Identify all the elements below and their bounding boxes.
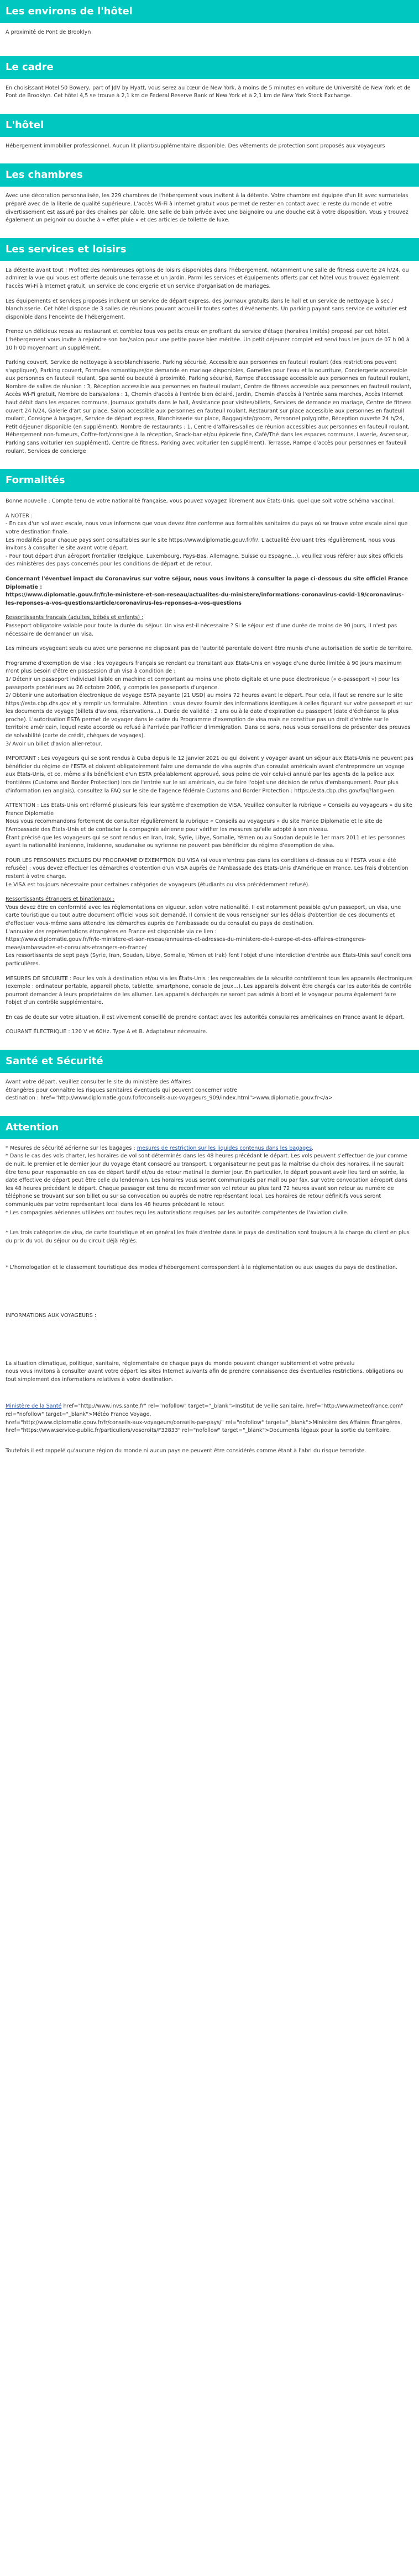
formalites-esta-text: Programme d'exemption de visa : les voyageurs français se rendant ou transitant aux États-Unis en voyage d'une durée limitée à 90 jours maximum n'ont plus besoin d'être en possession d'un visa à condition de : 1/ Détenir un passeport individuel lisible en machine et comportant au moins une photo digitale et une puce électronique (« e-passeport ») pour les passeports postérieurs au 26 octobre 2006, y compris les passeports d'urgence. 2/ Obtenir une autorisation électronique de voyage ESTA payante (21 USD) au moins 72 heures avant le départ. Pour cela, il faut se rendre sur le site https://esta.cbp.dhs.gov et y remplir un formulaire. Attention : vous devez fournir des informations identiques à celles figurant sur votre passeport et sur les documents de voyage (billets d'avions, réservations...). Durée de validité : 2 ans ou à la date d'expiration du passeport (date d'échéance la plus proche). L'autorisation ESTA permet de voyager dans le cadre du Programme d'exemption de visa mais ne constitue pas un droit d'entrée sur le territoire américain, lequel reste accordé ou refusé à l'arrivée par l'officier d'immigration. Dans ce sens, nous vous conseillons de présenter des preuves de solvabilité (carte de crédit, chèques de voyages). 3/ Avoir un billet d'avion aller-retour.	[6, 660, 413, 747]
services-paragraph: La détente avant tout ! Profitez des nombreuses options de loisirs disponibles dans l'hébergement, notamment une salle de fitness ouverte 24 h/24, ou admirez la vue qui vous est offerte depuis une terrasse et un jardin. Parmi les services et équipements offerts par cet hôtel vous trouvez également l'accès Wi-Fi à Internet gratuit, un service de conciergerie et un service d'organisation de mariages.	[6, 267, 409, 289]
formalites-power-text: COURANT ÉLECTRIQUE : 120 V et 60Hz. Type A et B. Adaptateur nécessaire.	[6, 1029, 208, 1035]
attention-paragraph-4: INFORMATIONS AUX VOYAGEURS :	[6, 1312, 97, 1319]
formalites-note-title: A NOTER :	[6, 512, 33, 519]
spacer	[0, 50, 419, 56]
section-body-sante	[0, 1073, 419, 1116]
spacer	[6, 1224, 413, 1229]
formalites-visa-excluded-text: POUR LES PERSONNES EXCLUES DU PROGRAMME D'EXEMPTION DU VISA (si vous n'entrez pas dans les conditions ci-dessus ou si l'ESTA vous a été refusée) : vous devez effectuer les démarches d'obtention d'un VISA auprès de l'Ambassade des États-Unis d'Amérique en France. Les frais d'obtention restent à votre charge. Le VISA est toujours nécessaire pour certaines catégories de voyageurs (étudiants ou visa précédemment refusé).	[6, 857, 408, 888]
section-body-cadre	[0, 79, 419, 114]
attention-paragraph-7: Toutefois il est rappelé qu'aucune région du monde ni aucun pays ne peuvent être considérés comme étant à l'abri du risque terroriste.	[6, 1447, 366, 1454]
section-body-chambres	[0, 187, 419, 237]
spacer	[6, 1390, 413, 1403]
attention-paragraph-1	[6, 1145, 413, 1217]
formalites-covid-link[interactable]: https://www.diplomatie.gouv.fr/fr/le-ministere-et-son-reseau/actualites-du-ministere/informations-coronavirus-covid-19/coronavirus-les-reponses-a-vos-questions/article/coronavirus-les-reponses-a-vos-questions	[6, 592, 404, 606]
formalites-minors-text: Les mineurs voyageant seuls ou avec une personne ne disposant pas de l'autorité parentale doivent être munis d'une autorisation de sortie de territoire.	[6, 646, 413, 652]
section-cadre	[0, 56, 419, 114]
attention-paragraph-6	[6, 1403, 413, 1435]
attention-p1-after: . * Dans le cas des vols charter, les horaires de vol sont déterminés dans les 48 heures précédant le départ. Les vols peuvent s'effectuer de jour comme de nuit, le premier et le dernier jour du voyage étant consacré au transport. L'organisateur ne peut pas la maîtrise du choix des horaires, il ne saurait être tenu pour responsable en cas de départ tardif et/ou de retour matinal le dernier jour. En particulier, le départ pouvant avoir lieu tard en soirée, la date effective de départ peut être celle du lendemain. Les horaires vous seront communiqués par mail ou par fax, sur votre convocation aéroport dans les 48 heures précédant le départ. Chaque passager est tenu de reconfirmer son vol retour au plus tard 72 heures avant son retour au numéro de téléphone se trouvant sur son billet ou sur sa convocation ou auprès de notre représentant local. Les horaires de retour définitifs vous seront communiqués par votre représentant local dans les 48 heures précédant le retour. * Les compagnies aériennes utilisées ont toutes reçu les autorisations requises par les autorités compétentes de l'aviation civile.	[6, 1145, 408, 1216]
spacer	[6, 1442, 413, 1447]
attention-p1-before: * Mesures de sécurité aérienne sur les bagages :	[6, 1145, 137, 1151]
services-paragraph: Les équipements et services proposés incluent un service de départ express, des journaux gratuits dans le hall et un service de nettoyage à sec / blanchisserie. Cet hôtel dispose de 3 salles de réunions pouvant accueillir toutes sortes d'événements. Un parking payant sans service de voiturier est disponible dans l'enceinte de l'hébergement.	[6, 298, 407, 320]
services-paragraph: Prenez un délicieux repas au restaurant et comblez tous vos petits creux en profitant du service d'étage (horaires limités) proposé par cet hôtel. L'hébergement vous invite à rejoindre son bar/salon pour une petite pause bien méritée. Un petit déjeuner complet est servi tous les jours de 07 h 00 à 10 h 00 moyennant un supplément.	[6, 329, 410, 351]
attention-p6-after: href="http://www.invs.sante.fr" rel="nofollow" target="_blank">Institut de veille sanitaire, href="http://www.meteofrance.com" rel="nofollow" target="_blank">Météo France Voyage, href="http://www.diplomatie.gouv.fr/fr/conseils-aux-voyageurs/conseils-par-pays/" rel="nofollow" target="_blank">Ministère des Affaires Étrangères, href="https://www.service-public.fr/particuliers/vosdroits/F32833" rel="nofollow" target="_blank">Documents légaux pour la sortie du territoire.	[6, 1403, 404, 1434]
section-title-cadre: Le cadre	[0, 56, 419, 79]
attention-paragraph-5: La situation climatique, politique, sanitaire, réglementaire de chaque pays du monde pouvant changer subitement et votre prévalu nous vous invitons à consulter avant votre départ les sites Internet suivants afin de prendre connaissance des éventuelles restrictions, obligations ou tout simplement des informations relatives à votre destination.	[6, 1360, 404, 1383]
section-body-environs	[0, 23, 419, 50]
formalites-french-text: Passeport obligatoire valable pour toute la durée du séjour. Un visa est-il nécessaire ? Si le séjour est d'une durée de moins de 90 jours, il n'est pas nécessaire de demander un visa.	[6, 622, 397, 637]
sante-text: Avant votre départ, veuillez consulter le site du ministère des Affaires étrangères pour connaître les risques sanitaires éventuels qui peuvent concerner votre destination : href="http://www.diplomatie.gouv.fr/fr/conseils-aux-voyageurs_909/index.html">www.diplomatie.gouv.fr</a>	[6, 1079, 333, 1102]
section-services	[0, 238, 419, 469]
section-body-formalites	[0, 492, 419, 1050]
section-environs	[0, 0, 419, 50]
section-attention	[0, 1116, 419, 1468]
attention-paragraph-3: * L'homologation et le classement touristique des modes d'hébergement correspondent à la réglementation ou aux usages du pays de destination.	[6, 1265, 398, 1271]
services-amenities-list: Parking couvert, Service de nettoyage à sec/blanchisserie, Parking sécurisé, Accessible aux personnes en fauteuil roulant (des restrictions peuvent s'appliquer), Parking couvert, Formules romantiques/de demande en mariage disponibles, Gamelles pour l'eau et la nourriture, Conciergerie accessible aux personnes en fauteuil roulant, Spa santé ou beauté à proximité, Parking sécurisé, Rampe d'accessage accessible aux personnes en fauteuil roulant, Nombre de salles de réunion : 3, Réception accessible aux personnes en fauteuil roulant, Centre de fitness accessible aux personnes en fauteuil roulant, Accès Wi-Fi gratuit, Nombre de bars/salons : 1, Chemin d'accès à l'entrée bien éclairé, Jardin, Chemin d'accès à l'entrée sans marches, Accès Internet haut débit dans les espaces communs, Journaux gratuits dans le hall, Assistance pour visites/billets, Services de demande en mariage, Centre de fitness ouvert 24 h/24, Galerie d'art sur place, Salon accessible aux personnes en fauteuil roulant, Restaurant sur place accessible aux personnes en fauteuil roulant, Consigne à bagages, Service de départ express, Blanchisserie sur place, Baggagiste/groom, Personnel polyglotte, Réception ouverte 24 h/24, Petit déjeuner disponible (en supplément), Nombre de restaurants : 1, Centre d'affaires/salles de réunion accessibles aux personnes en fauteuil roulant, Hébergement non-fumeurs, Coffre-fort/consigne à la réception, Snack-bar et/ou épicerie fine, Café/Thé dans les espaces communs, Laverie, Ascenseur, Parking sans voiturier (en supplément), Centre de fitness, Parking avec voiturier (en supplément), Terrasse, Rampe d'accès pour personnes en fauteuil roulant, Services de concierge	[6, 359, 412, 454]
section-hotel	[0, 114, 419, 164]
formalites-foreigners-text: Vous devez être en conformité avec les réglementations en vigueur, selon votre nationalité. Il est notamment possible qu'un passeport, un visa, une carte touristique ou tout autre document officiel vous soit demandé. Il convient de vous renseigner sur les délais d'obtention de ces documents et d'effectuer vous-même sans attendre les démarches auprès de l'ambassade ou du consulat du pays de destination. L'annuaire des représentations étrangères en France est disponible via ce lien : https://www.diplomatie.gouv.fr/fr/le-ministere-et-son-reseau/annuaires-et-adresses-du-ministere-de-l-europe-et-des-affaires-etrangeres-meae/ambassades-et-consulats-etrangers-en-france/ Les ressortissants de sept pays (Syrie, Iran, Soudan, Libye, Somalie, Yémen et Irak) font l'objet d'une interdiction d'entrée aux États-Unis sauf conditions particulières.	[6, 904, 411, 967]
chambres-text: Avec une décoration personnalisée, les 229 chambres de l'hébergement vous invitent à la détente. Votre chambre est équipée d'un lit avec surmatelas préparé avec de la literie de qualité supérieure. L'accès Wi-Fi à Internet gratuit vous permet de rester en contact avec le reste du monde et votre divertissement est assuré par des chaînes par câble. Une salle de bain privée avec une baignoire ou une douche est à votre disposition. Vous y trouvez également un peignoir ou douche à « effet pluie » et des articles de toilette de luxe.	[6, 193, 408, 224]
section-title-services: Les services et loisirs	[0, 238, 419, 261]
spacer	[6, 1279, 413, 1312]
health-ministry-link[interactable]: Ministère de la Santé	[6, 1403, 62, 1410]
section-body-services	[0, 261, 419, 469]
formalites-important-text: IMPORTANT : Les voyageurs qui se sont rendus à Cuba depuis le 12 janvier 2021 ou qui doivent y voyager avant un séjour aux États-Unis ne peuvent pas bénéficier du régime de l'ESTA et doivent obligatoirement faire une demande de visa auprès d'un consulat américain avant d'entreprendre un voyage aux États-Unis, et ce, même s'ils bénéficient d'un ESTA préalablement approuvé, sous peine de voir celui-ci annulé par les agents de la police aux frontières (Customs and Border Protection) lors de l'entrée sur le sol américain, ou de faire l'objet une décision de refus d'embarquement. Pour plus d'information (en anglais), consultez la FAQ sur le site de l'agence fédérale Customs and Border Protection : https://esta.cbp.dhs.gov/faq?lang=en.	[6, 755, 413, 794]
section-title-chambres: Les chambres	[0, 163, 419, 187]
attention-paragraph-2: * Les trois catégories de visa, de carte touristique et en général les frais d'entrée dans le pays de destination sont toujours à la charge du client en plus du prix du vol, du séjour ou du circuit déjà réglés.	[6, 1230, 410, 1244]
section-title-environs: Les environs de l'hôtel	[0, 0, 419, 23]
section-title-formalites: Formalités	[0, 469, 419, 492]
section-sante	[0, 1050, 419, 1116]
formalites-note-text: - En cas d'un vol avec escale, nous vous informons que vous devez être conforme aux formalités sanitaires du pays où se trouve votre escale ainsi que votre destination finale. Les modalités pour chaque pays sont consultables sur le site https://www.diplomatie.gouv.fr/fr/. L'actualité évoluant très régulièrement, nous vous invitons à consulter le site avant votre départ. - Pour tout départ d'un aéroport frontalier (Belgique, Luxembourg, Pays-Bas, Allemagne, Suisse ou Espagne...), veuillez vous référer aux sites officiels des ministères des pays concernés pour les conditions de départ et de retour.	[6, 521, 408, 568]
formalites-doubt-text: En cas de doute sur votre situation, il est vivement conseillé de prendre contact avec les autorités consulaires américaines en France avant le départ.	[6, 1014, 405, 1020]
section-title-attention: Attention	[0, 1116, 419, 1139]
formalites-foreigners-title: Ressortissants étrangers et binationaux :	[6, 896, 115, 903]
liquids-restriction-link[interactable]: mesures de restriction sur les liquides contenus dans les bagages	[137, 1145, 312, 1151]
hotel-text: Hébergement immobilier professionnel. Aucun lit pliant/supplémentaire disponible. Des vêtements de protection sont proposés aux voyageurs	[6, 142, 385, 149]
formalites-french-title: Ressortissants français (adultes, bébés et enfants) :	[6, 615, 144, 621]
section-body-hotel	[0, 137, 419, 164]
formalites-attention-text: ATTENTION : Les États-Unis ont réformé plusieurs fois leur système d'exemption de VISA. Veuillez consulter la rubrique « Conseils au voyageurs » du site France Diplomatie Nous vous recommandons fortement de consulter régulièrement la rubrique « Conseils au voyageurs » du site France Diplomatie et le site de l'Ambassade des États-Unis et de contacter la compagnie aérienne pour vérifier les mesures qu'elle adopté à son niveau. Étant précisé que les voyageurs qui se sont rendus en Iran, Irak, Syrie, Libye, Somalie, Yémen ou au Soudan depuis le 1er mars 2011 et les personnes ayant la nationalité iranienne, irakienne, soudanaise ou syrienne ne peuvent pas bénéficier du régime d'exemption de visa.	[6, 802, 412, 849]
formalites-intro: Bonne nouvelle : Compte tenu de votre nationalité française, vous pouvez voyagez librement aux États-Unis, quel que soit votre schéma vaccinal.	[6, 498, 395, 505]
cadre-text: En choisissant Hotel 50 Bowery, part of JdV by Hyatt, vous serez au cœur de New York, à moins de 5 minutes en voiture de Université de New York et de Pont de Brooklyn. Cet hôtel 4,5 se trouve à 2,1 km de Federal Reserve Bank of New York et à 2,1 km de New York Stock Exchange.	[6, 84, 411, 99]
formalites-covid-text: Concernant l'éventuel impact du Coronavirus sur votre séjour, nous vous invitons à consulter la page ci-dessous du site officiel France Diplomatie :	[6, 575, 408, 590]
section-body-attention	[0, 1139, 419, 1468]
environs-text: À proximité de Pont de Brooklyn	[6, 29, 91, 35]
section-title-sante: Santé et Sécurité	[0, 1050, 419, 1073]
formalites-security-text: MESURES DE SECURITE : Pour les vols à destination et/ou via les États-Unis : les responsables de la sécurité contrôleront tous les appareils électroniques (exemple : ordinateur portable, appareil photo, tablette, smartphone, console de jeux...). Les appareils doivent être chargés car les autorités de contrôle pourront demander à leurs propriétaires de les allumer. Les appareils déchargés ne seront pas admis à bord et le voyageur pourra également faire l'objet d'un contrôle supplémentaire.	[6, 975, 413, 1006]
spacer	[6, 1327, 413, 1360]
section-title-hotel: L'hôtel	[0, 114, 419, 137]
section-formalites	[0, 469, 419, 1050]
spacer	[6, 1252, 413, 1264]
section-chambres	[0, 163, 419, 237]
